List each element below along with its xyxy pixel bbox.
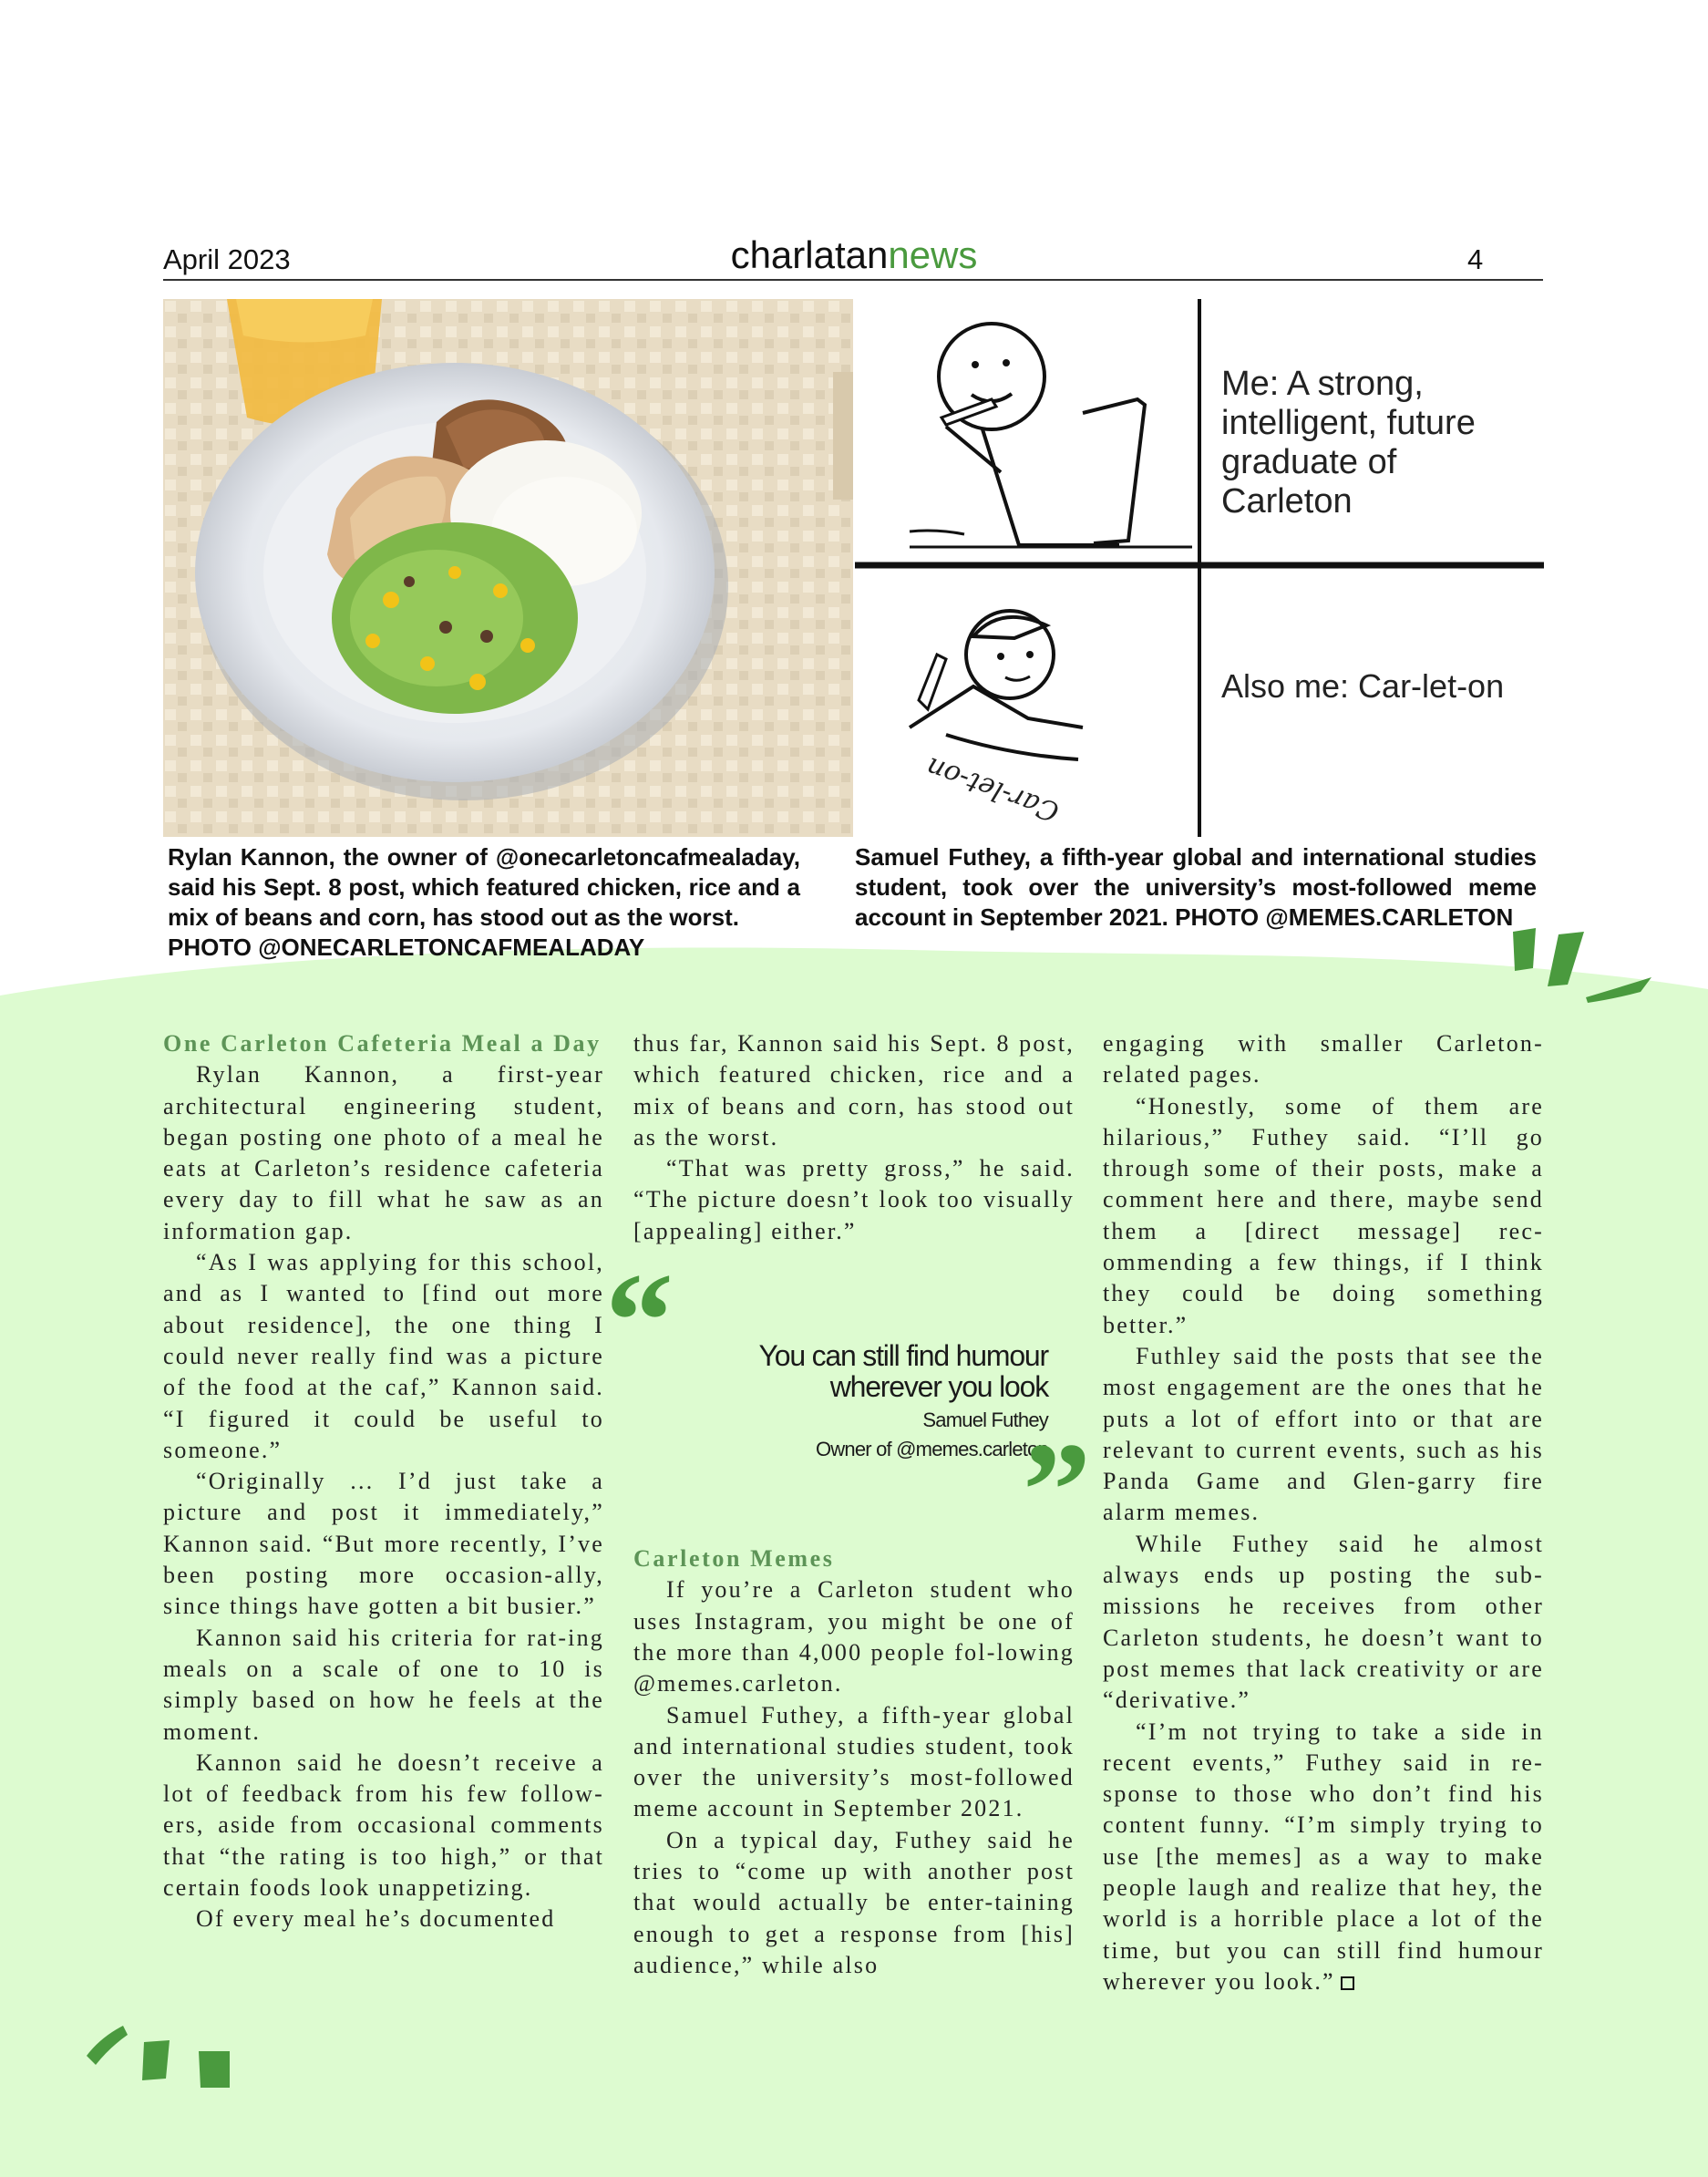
end-mark-icon: [1341, 1976, 1354, 1990]
paragraph: If you’re a Carleton student who uses Instagram, you might be one of the more than 4,000 people fol-lowing @memes.carleton.: [633, 1576, 1075, 1697]
decorative-brush-marks-bottom: [82, 2015, 237, 2097]
paragraph: “As I was applying for this school, and as I wanted to [find out more about residence], the one thing I could never really find was a picture of the food at the caf,” Kannon said. “I figured it could be useful to someone.”: [163, 1249, 604, 1463]
issue-date: April 2023: [163, 243, 291, 275]
article-column-2: [633, 1028, 1075, 1981]
masthead: [0, 233, 1708, 277]
article-column-3: [1103, 1028, 1544, 1997]
paragraph: Kannon said he doesn’t receive a lot of feedback from his few follow-ers, aside from occasional comments that “the rating is too high,” or that certain foods look unappetizing.: [163, 1749, 604, 1902]
cafeteria-meal-photo: [163, 299, 853, 837]
photo-caption-right-text: Samuel Futhey, a fifth-year global and international studies student, took over the university’s most-followed meme account in September 2021.: [855, 843, 1537, 931]
paragraph: Samuel Futhey, a fifth-year global and international studies student, took over the university’s most-followed meme account in September 2021.: [633, 1701, 1075, 1822]
header-rule: [163, 279, 1543, 281]
section-heading-cafeteria: One Carleton Cafeteria Meal a Day: [163, 1030, 602, 1057]
closing-paragraph-text: “I’m not trying to take a side in recent events,” Futhey said in re-sponse to those who don’t find his content funny. “I’m simply trying to use [the memes] as a way to make people laugh and realize that hey, the world is a horrible place a lot of the time, but you can still find humour wherever you look.”: [1103, 1718, 1544, 1995]
paragraph: “That was pretty gross,” he said. “The picture doesn’t look too visually [appealing] either.”: [633, 1155, 1075, 1244]
decorative-brush-marks-top: [1504, 921, 1668, 1012]
photo-credit-left: PHOTO @ONECARLETONCAFMEALADAY: [168, 934, 645, 961]
open-quote-icon: “: [605, 1245, 674, 1397]
pull-quote-name: Samuel Futhey: [922, 1408, 1048, 1431]
photo-credit-right: PHOTO @MEMES.CARLETON: [1175, 903, 1514, 931]
paragraph: thus far, Kannon said his Sept. 8 post, which featured chicken, rice and a mix of beans and corn, has stood out as the worst.: [633, 1030, 1075, 1150]
meme-top-text: Me: A strong, intelligent, future graduate of Carleton: [1221, 365, 1476, 521]
paragraph: Futhley said the posts that see the most engagement are the ones that he puts a lot of effort into or that are relevant to current events, such as his Panda Game and Glen-garry fire alarm memes.: [1103, 1342, 1544, 1526]
paragraph: Kannon said his criteria for rat-ing meals on a scale of one to 10 is simply based on how he feels at the moment.: [163, 1624, 604, 1745]
paragraph: “Honestly, some of them are hilarious,” Futhey said. “I’ll go through some of their posts, make a comment here and there, maybe send them a [direct message] rec-ommending a few things, if I think they could be doing something better.”: [1103, 1092, 1544, 1338]
paragraph: Rylan Kannon, a first-year architectural engineering student, began posting one photo of a meal he eats at Carleton’s residence cafeteria every day to fill what he saw as an information gap.: [163, 1061, 604, 1244]
page-number: 4: [1467, 243, 1484, 275]
meme-handwriting: Car-let-on: [921, 750, 1064, 828]
meme-image: [855, 299, 1544, 837]
meme-bottom-text: Also me: Car-let-on: [1221, 667, 1505, 705]
paragraph: [1103, 1717, 1544, 1998]
masthead-accent: news: [888, 233, 978, 276]
pull-quote-role: Owner of @memes.carleton: [815, 1438, 1048, 1460]
section-heading-memes: Carleton Memes: [633, 1545, 835, 1573]
pull-quote-text: You can still find humour wherever you look: [758, 1339, 1048, 1403]
photo-caption-left-text: Rylan Kannon, the owner of @onecarletoncafmealaday, said his Sept. 8 post, which featured chicken, rice and a mix of beans and corn, has stood out as the worst.: [168, 843, 800, 931]
paragraph: “Originally … I’d just take a picture and post it immediately,” Kannon said. “But more recently, I’ve been posting more occasion-ally, since things have gotten a bit busier.”: [163, 1468, 604, 1620]
paragraph: engaging with smaller Carleton-related pages.: [1103, 1030, 1544, 1088]
pull-quote: [638, 1340, 1048, 1504]
close-quote-icon: ”: [1023, 1415, 1091, 1566]
masthead-main: charlatan: [730, 233, 889, 276]
article-column-1: [163, 1028, 604, 1935]
paragraph: While Futhey said he almost always ends up posting the sub-missions he receives from other Carleton students, he doesn’t want to post memes that lack creativity or are “derivative.”: [1103, 1530, 1544, 1714]
paragraph: On a typical day, Futhey said he tries to “come up with another post that would actually be enter-taining enough to get a response from [his] audience,” while also: [633, 1826, 1075, 1978]
paragraph: Of every meal he’s documented: [196, 1905, 556, 1933]
photo-caption-right: [855, 842, 1537, 933]
photo-caption-left: [168, 842, 800, 963]
